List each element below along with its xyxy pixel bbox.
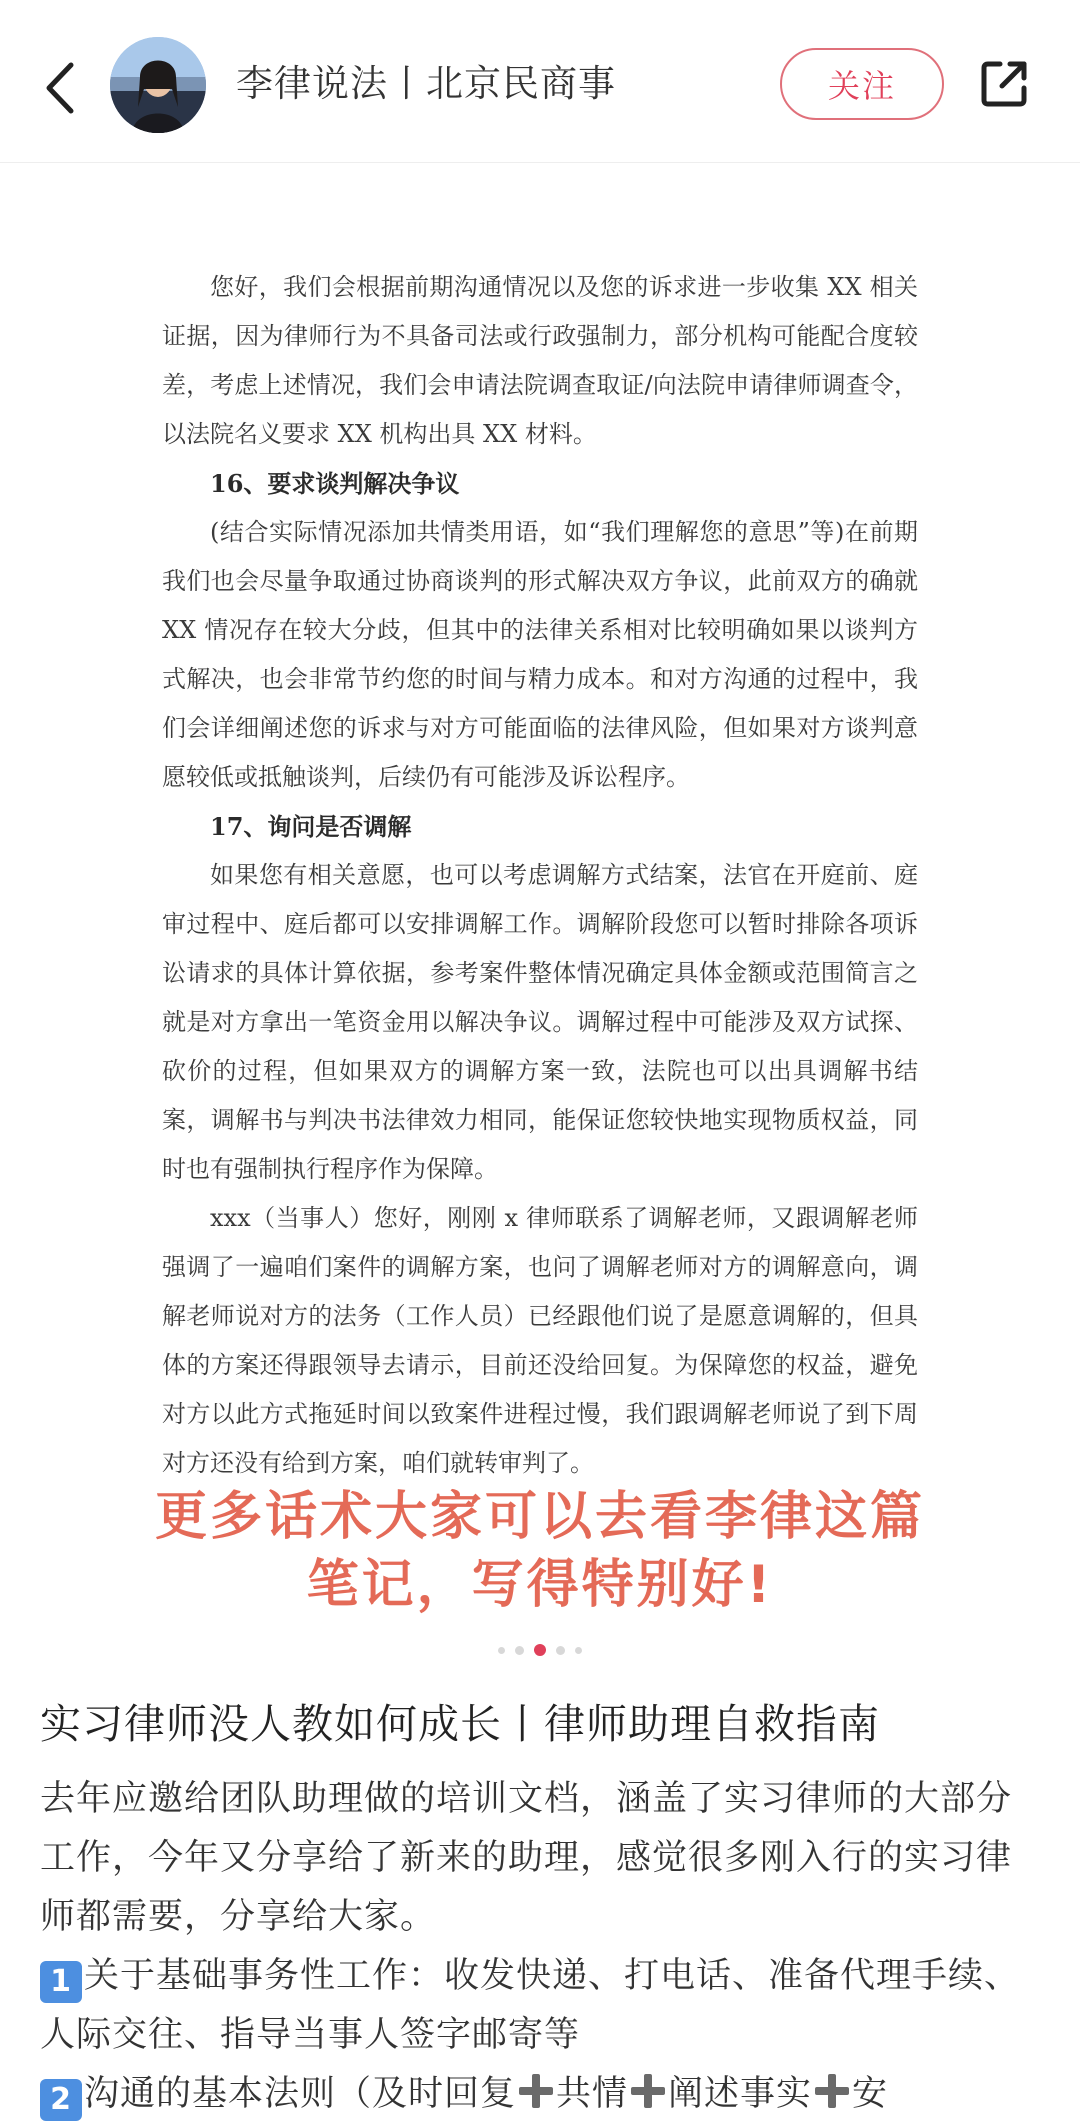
- author-name[interactable]: 李律说法丨北京民商事: [236, 62, 616, 105]
- number-2-icon: 2: [40, 2079, 82, 2121]
- document-paragraph: 如果您有相关意愿，也可以考虑调解方式结案，法官在开庭前、庭审过程中、庭后都可以安排调解工作。调解阶段您可以暂时排除各项诉讼请求的具体计算依据，参考案件整体情况确定具体金额或范围简言之就是对方拿出一笔资金用以解决争议。调解过程中可能涉及双方试探、砍价的过程，但如果双方的调解方案一致，法院也可以出具调解书结案，调解书与判决书法律效力相同，能保证您较快地实现物质权益，同时也有强制执行程序作为保障。: [162, 861, 918, 1183]
- document-heading: 16、要求谈判解决争议: [210, 469, 460, 498]
- follow-button[interactable]: 关注: [780, 48, 944, 120]
- top-bar: [0, 0, 1080, 163]
- overlay-line-2: 笔记，写得特别好!: [306, 1555, 774, 1615]
- author-avatar[interactable]: [110, 37, 206, 133]
- document-paragraph: xxx（当事人）您好，刚刚 x 律师联系了调解老师，又跟调解老师强调了一遍咱们案件的调解方案，也问了调解老师对方的调解意向，调解老师说对方的法务（工作人员）已经跟他们说了是愿意调解的，但具体的方案还得跟领导去请示，目前还没给回复。为保障您的权益，避免对方以此方式拖延时间以致案件进程过慢，我们跟调解老师说了到下周对方还没有给到方案，咱们就转审判了。: [162, 1204, 918, 1477]
- plus-icon: [815, 2074, 849, 2108]
- post-list-item-2-text: 沟通的基本法则（及时回复: [84, 2074, 517, 2114]
- carousel-dot-active[interactable]: [534, 1644, 546, 1656]
- post-body: [40, 1770, 1040, 2124]
- plus-icon: [631, 2074, 665, 2108]
- document-paragraph: 您好，我们会根据前期沟通情况以及您的诉求进一步收集 XX 相关证据，因为律师行为不具备司法或行政强制力，部分机构可能配合度较差，考虑上述情况，我们会申请法院调查取证/向法院申请律师调查令，以法院名义要求 XX 机构出具 XX 材料。: [162, 273, 918, 448]
- document-paragraph: (结合实际情况添加共情类用语，如“我们理解您的意思”等)在前期我们也会尽量争取通过协商谈判的形式解决双方争议，此前双方的确就 XX 情况存在较大分歧，但其中的法律关系相对比较明确如果以谈判方式解决，也会非常节约您的时间与精力成本。和对方沟通的过程中，我们会详细阐述您的诉求与对方可能面临的法律风险，但如果对方谈判意愿较低或抵触谈判，后续仍有可能涉及诉讼程序。: [162, 518, 918, 791]
- avatar-image: [110, 37, 206, 133]
- post-image[interactable]: [0, 163, 1080, 1649]
- post-list-item-2-text: 共情: [556, 2074, 629, 2114]
- image-overlay-caption: [0, 1483, 1080, 1619]
- carousel-dot[interactable]: [515, 1646, 524, 1655]
- carousel-dot[interactable]: [575, 1647, 582, 1654]
- post-list-item-2-text: 安: [852, 2074, 889, 2114]
- plus-icon: [519, 2074, 553, 2108]
- carousel-dot[interactable]: [556, 1646, 565, 1655]
- share-button[interactable]: [972, 52, 1036, 116]
- post-list-item-2: [40, 2065, 1040, 2124]
- document-body: [162, 263, 918, 1488]
- post-list-item-2-text: 阐述事实: [668, 2074, 813, 2114]
- number-1-icon: 1: [40, 1961, 82, 2003]
- post-intro: 去年应邀给团队助理做的培训文档，涵盖了实习律师的大部分工作，今年又分享给了新来的助理，感觉很多刚入行的实习律师都需要，分享给大家。: [40, 1779, 1013, 1937]
- post-list-item-1: [40, 1947, 1040, 2065]
- share-icon: [978, 58, 1030, 110]
- carousel-indicator: [0, 1643, 1080, 1657]
- overlay-line-1: 更多话术大家可以去看李律这篇: [154, 1487, 925, 1547]
- chevron-left-icon: [43, 61, 77, 115]
- post-title: 实习律师没人教如何成长丨律师助理自救指南: [40, 1700, 880, 1748]
- carousel-dot[interactable]: [498, 1647, 505, 1654]
- post-list-item-1-text: 关于基础事务性工作：收发快递、打电话、准备代理手续、人际交往、指导当事人签字邮寄等: [40, 1956, 1021, 2055]
- back-button[interactable]: [30, 48, 90, 128]
- document-heading: 17、询问是否调解: [210, 812, 412, 841]
